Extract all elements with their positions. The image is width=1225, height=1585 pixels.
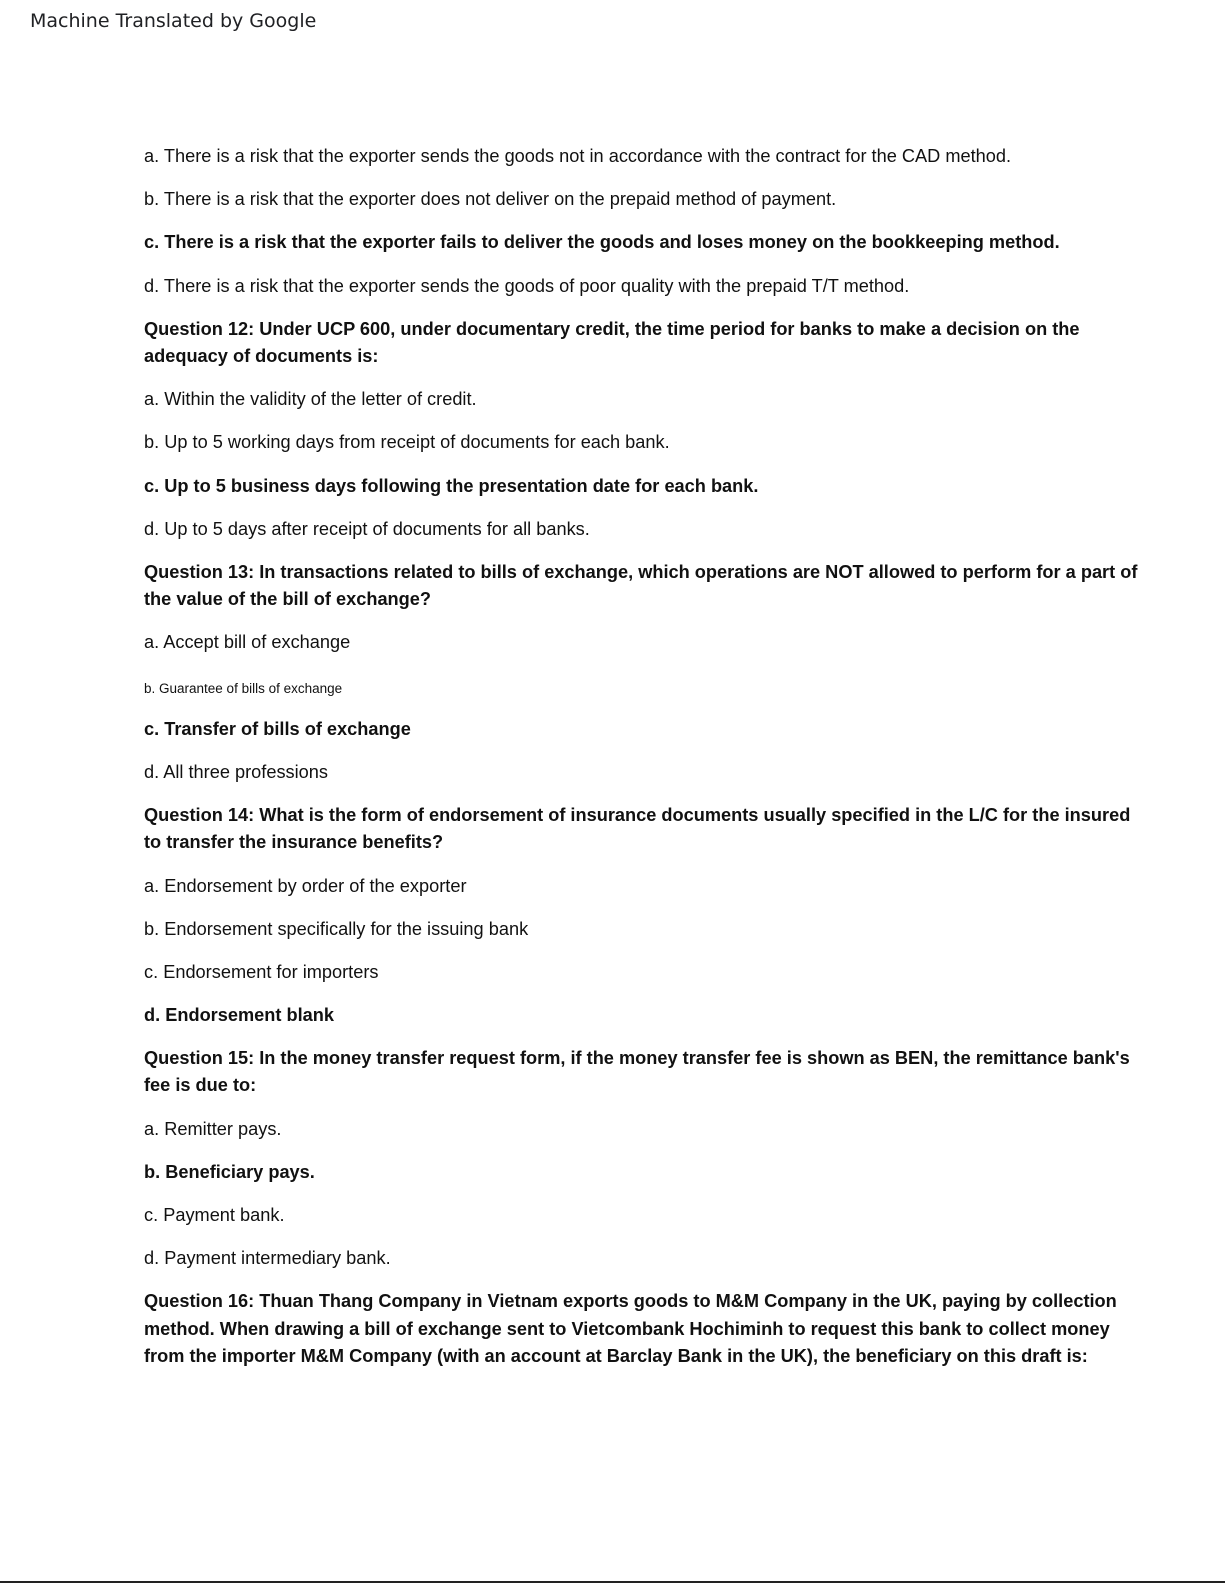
answer-text: c. Up to 5 business days following the presentation date for each bank. bbox=[144, 476, 759, 496]
machine-translation-banner: Machine Translated by Google bbox=[30, 10, 317, 32]
question-16-text: from the importer M&M Company (with an account at Barclay Bank in the UK), the beneficiary on this draft is: bbox=[144, 1346, 1088, 1366]
option-text: b. Up to 5 working days from receipt of documents for each bank. bbox=[144, 432, 670, 452]
option-text: a. There is a risk that the exporter sends the goods not in accordance with the contract for the CAD method. bbox=[144, 146, 1012, 166]
question-12-text: Question 12: Under UCP 600, under documentary credit, the time period for banks to make a decision on the bbox=[144, 319, 1080, 339]
option-text: d. There is a risk that the exporter sends the goods of poor quality with the prepaid T/T method. bbox=[144, 276, 910, 296]
option-text: d. Up to 5 days after receipt of documents for all banks. bbox=[144, 519, 590, 539]
question-13-text: Question 13: In transactions related to bills of exchange, which operations are NOT allowed to perform for a part of bbox=[144, 562, 1138, 582]
option-text: a. Accept bill of exchange bbox=[144, 632, 351, 652]
answer-text: c. There is a risk that the exporter fails to deliver the goods and loses money on the bookkeeping method. bbox=[144, 232, 1060, 252]
question-13-text: the value of the bill of exchange? bbox=[144, 589, 432, 609]
option-text: c. Endorsement for importers bbox=[144, 962, 379, 982]
question-15-text: Question 15: In the money transfer request form, if the money transfer fee is shown as BEN, the remittance bank's bbox=[144, 1048, 1130, 1068]
question-12-text: adequacy of documents is: bbox=[144, 346, 379, 366]
option-text: d. Payment intermediary bank. bbox=[144, 1248, 391, 1268]
option-text: a. Remitter pays. bbox=[144, 1119, 282, 1139]
option-text: b. Guarantee of bills of exchange bbox=[144, 681, 343, 696]
option-text: a. Endorsement by order of the exporter bbox=[144, 876, 467, 896]
answer-text: c. Transfer of bills of exchange bbox=[144, 719, 411, 739]
question-14-text: to transfer the insurance benefits? bbox=[144, 832, 444, 852]
answer-text: d. Endorsement blank bbox=[144, 1005, 334, 1025]
answer-text: b. Beneficiary pays. bbox=[144, 1162, 315, 1182]
option-text: b. Endorsement specifically for the issuing bank bbox=[144, 919, 529, 939]
option-text: a. Within the validity of the letter of credit. bbox=[144, 389, 477, 409]
question-15-text: fee is due to: bbox=[144, 1075, 257, 1095]
question-16-text: method. When drawing a bill of exchange sent to Vietcombank Hochiminh to request this bank to collect money bbox=[144, 1319, 1110, 1339]
option-text: c. Payment bank. bbox=[144, 1205, 285, 1225]
question-14-text: Question 14: What is the form of endorsement of insurance documents usually specified in the L/C for the insured bbox=[144, 805, 1131, 825]
option-text: b. There is a risk that the exporter does not deliver on the prepaid method of payment. bbox=[144, 189, 837, 209]
question-16-text: Question 16: Thuan Thang Company in Vietnam exports goods to M&M Company in the UK, paying by collection bbox=[144, 1291, 1117, 1311]
page-bottom-rule bbox=[0, 1581, 1225, 1583]
option-text: d. All three professions bbox=[144, 762, 328, 782]
